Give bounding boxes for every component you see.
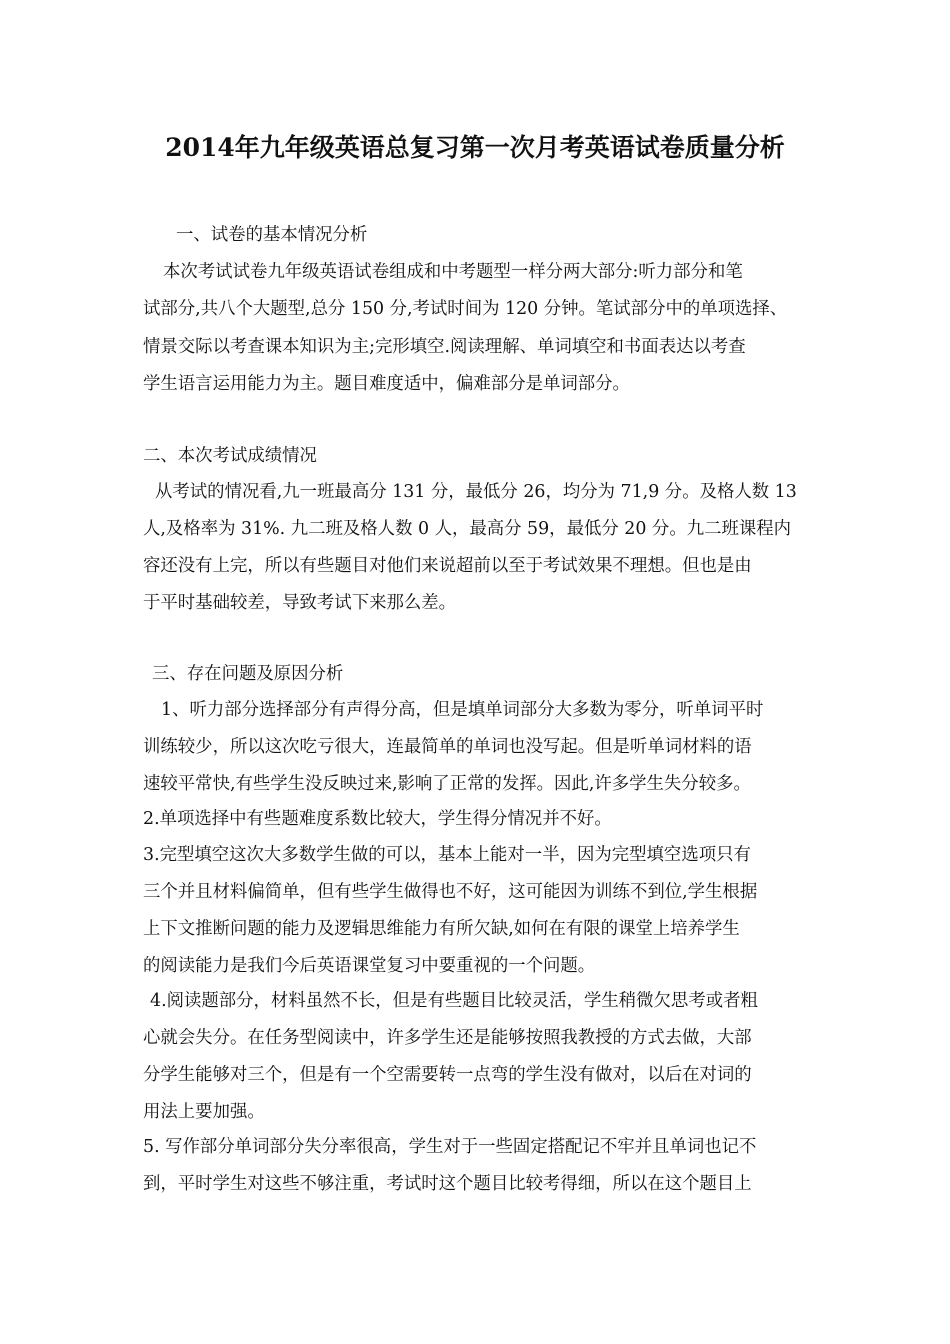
paragraph-line: 三个并且材料偏简单，但有些学生做得也不好，这可能因为训练不到位,学生根据 bbox=[143, 882, 758, 902]
paragraph-line: 情景交际以考查课本知识为主;完形填空.阅读理解、单词填空和书面表达以考查 bbox=[143, 337, 746, 357]
paragraph-line: 学生语言运用能力为主。题目难度适中，偏难部分是单词部分。 bbox=[143, 374, 630, 394]
paragraph-line: 3.完型填空这次大多数学生做的可以，基本上能对一半，因为完型填空选项只有 bbox=[143, 845, 751, 865]
section-heading-3: 三、存在问题及原因分析 bbox=[152, 664, 344, 684]
paragraph-line: 容还没有上完，所以有些题目对他们来说超前以至于考试效果不理想。但也是由 bbox=[143, 556, 752, 576]
paragraph-line: 到，平时学生对这些不够注重，考试时这个题目比较考得细，所以在这个题目上 bbox=[143, 1174, 752, 1194]
paragraph-line: 人,及格率为 31%. 九二班及格人数 0 人，最高分 59，最低分 20 分。九二班课程内 bbox=[143, 519, 792, 539]
paragraph-line: 5. 写作部分单词部分失分率很高，学生对于一些固定搭配记不牢并且单词也记不 bbox=[143, 1137, 757, 1157]
paragraph-line: 本次考试试卷九年级英语试卷组成和中考题型一样分两大部分:听力部分和笔 bbox=[163, 262, 743, 282]
section-heading-2: 二、本次考试成绩情况 bbox=[143, 446, 317, 466]
paragraph-line: 4.阅读题部分，材料虽然不长，但是有些题目比较灵活，学生稍微欠思考或者粗 bbox=[150, 991, 758, 1011]
paragraph-line: 分学生能够对三个，但是有一个空需要转一点弯的学生没有做对，以后在对词的 bbox=[143, 1065, 752, 1085]
paragraph-line: 上下文推断问题的能力及逻辑思维能力有所欠缺,如何在有限的课堂上培养学生 bbox=[143, 919, 740, 939]
paragraph-line: 于平时基础较差，导致考试下来那么差。 bbox=[143, 593, 457, 613]
paragraph-line: 的阅读能力是我们今后英语课堂复习中要重视的一个问题。 bbox=[143, 956, 596, 976]
document-title: 2014年九年级英语总复习第一次月考英语试卷质量分析 bbox=[165, 133, 785, 162]
paragraph-line: 速较平常快,有些学生没反映过来,影响了正常的发挥。因此,许多学生失分较多。 bbox=[143, 774, 751, 794]
paragraph-line: 用法上要加强。 bbox=[143, 1102, 265, 1122]
section-heading-1: 一、试卷的基本情况分析 bbox=[176, 225, 368, 245]
paragraph-line: 1、听力部分选择部分有声得分高，但是填单词部分大多数为零分，听单词平时 bbox=[161, 700, 764, 720]
paragraph-line: 从考试的情况看,九一班最高分 131 分，最低分 26，均分为 71,9 分。及格人数 13 bbox=[155, 482, 797, 502]
paragraph-line: 2.单项选择中有些题难度系数比较大，学生得分情况并不好。 bbox=[143, 809, 612, 829]
paragraph-line: 训练较少，所以这次吃亏很大，连最简单的单词也没写起。但是听单词材料的语 bbox=[143, 737, 752, 757]
paragraph-line: 试部分,共八个大题型,总分 150 分,考试时间为 120 分钟。笔试部分中的单项选择、 bbox=[143, 299, 788, 319]
paragraph-line: 心就会失分。在任务型阅读中，许多学生还是能够按照我教授的方式去做，大部 bbox=[143, 1028, 752, 1048]
